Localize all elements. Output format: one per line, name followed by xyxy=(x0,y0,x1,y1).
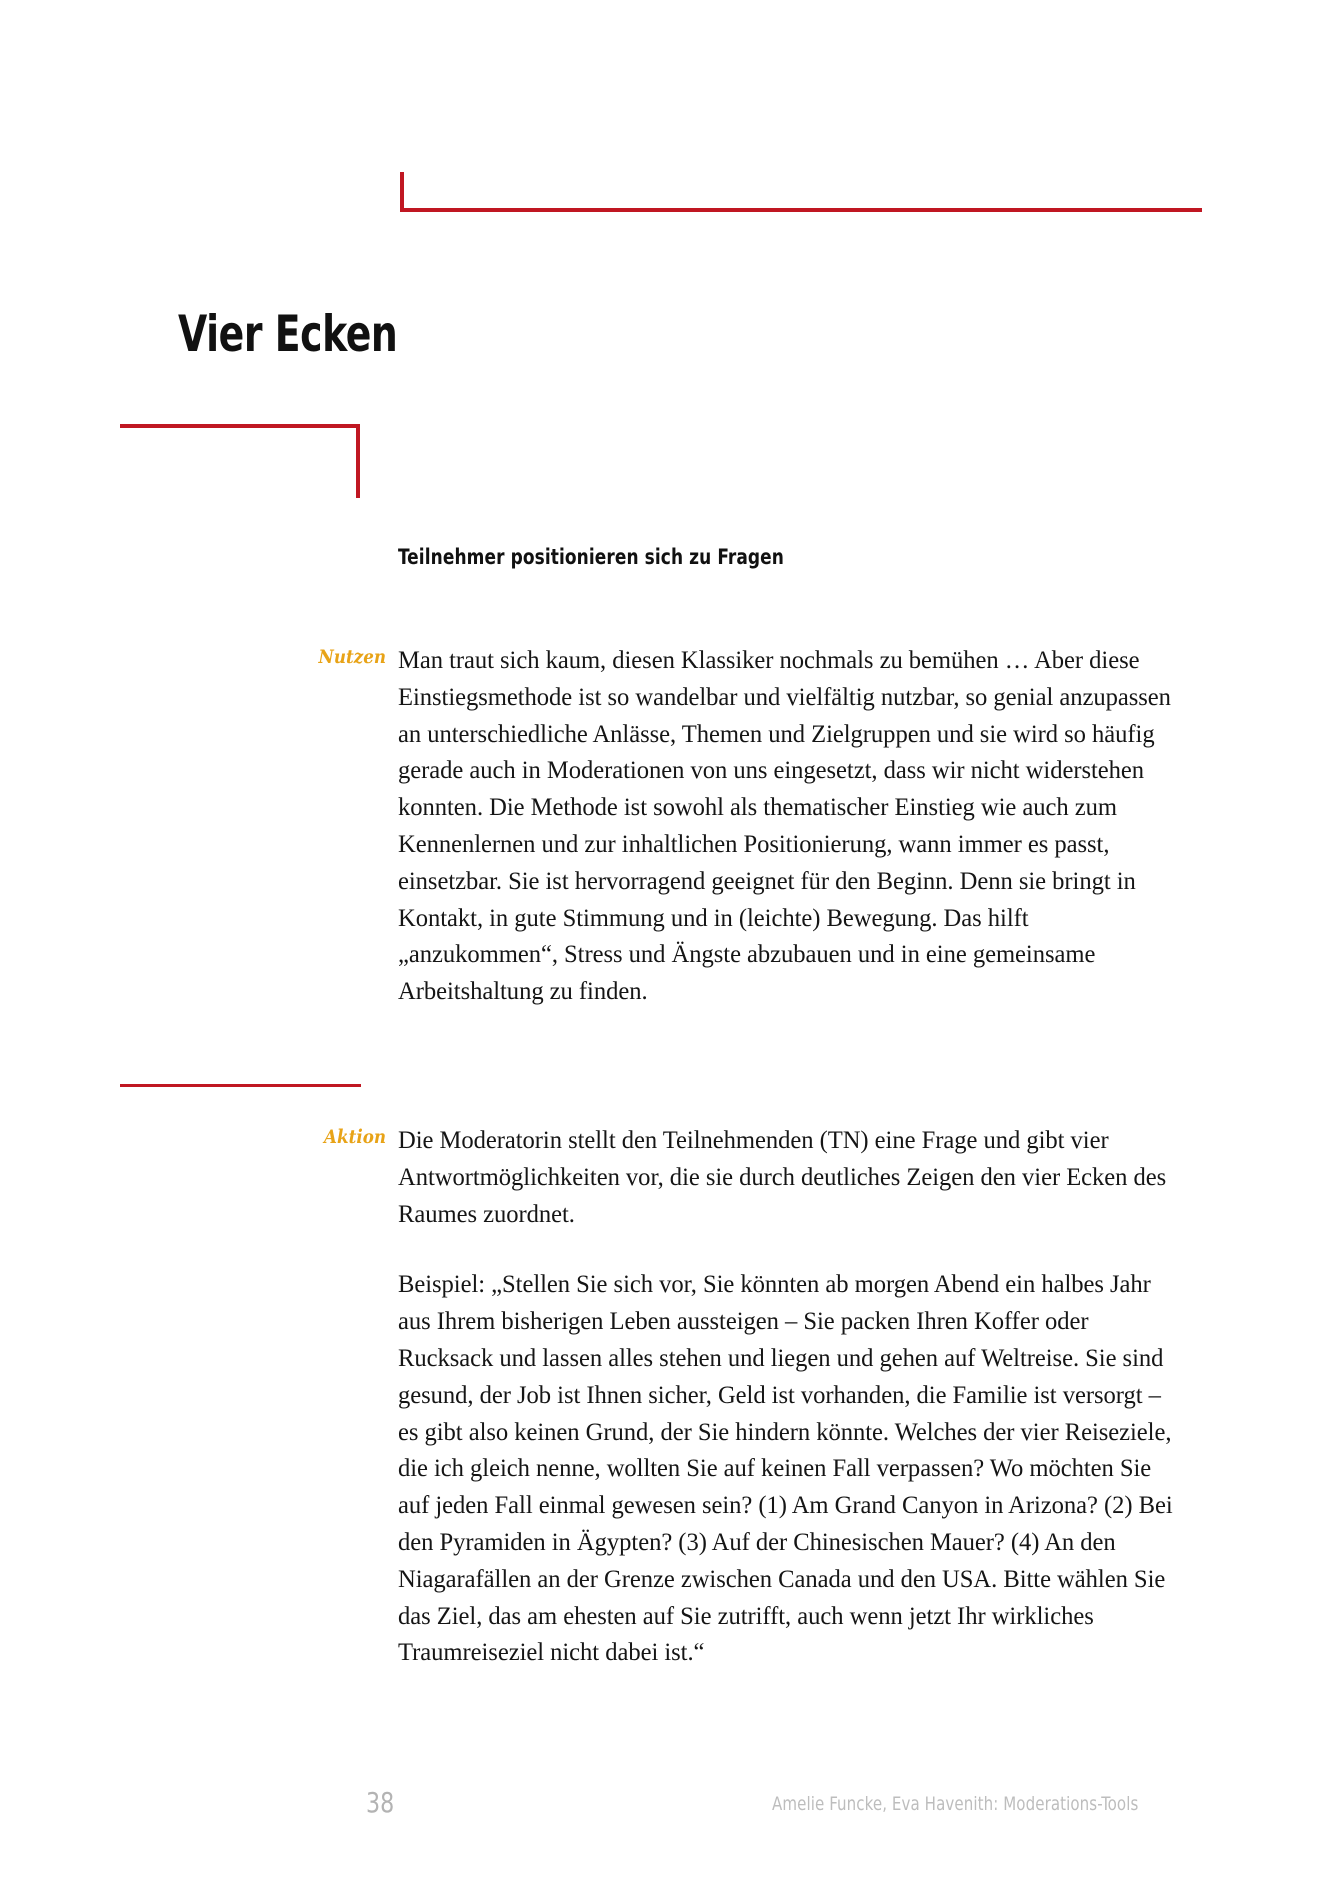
section-nutzen xyxy=(318,642,1208,1010)
section-spacer xyxy=(398,1010,1208,1122)
page-number: 38 xyxy=(366,1786,395,1819)
section-paragraph: Die Moderatorin stellt den Teilnehmenden (TN) eine Frage und gibt vier Antwortmöglichkeiten vor, die sie durch deutliches Zeigen den vier Ecken des Raumes zuordnet. xyxy=(398,1124,1167,1228)
section-paragraph-example: Beispiel: „Stellen Sie sich vor, Sie könnten ab morgen Abend ein halbes Jahr aus Ihrem bisherigen Leben aussteigen – Sie packen Ihren Koffer oder Rucksack und lassen alles stehen und liegen und gehen auf Weltreise. Sie sind gesund, der Job ist Ihnen sicher, Geld ist vorhanden, die Familie ist versorgt – es gibt also keinen Grund, der Sie hindern könnte. Welches der vier Reiseziele, die ich gleich nenne, wollten Sie auf keinen Fall verpassen? Wo möchten Sie auf jeden Fall einmal gewesen sein? (1) Am Grand Canyon in Arizona? (2) Bei den Pyramiden in Ägypten? (3) Auf der Chinesischen Mauer? (4) An den Niagarafällen an der Grenze zwischen Canada und den USA. Bitte wählen Sie das Ziel, das am ehesten auf Sie zutrifft, auch wenn jetzt Ihr wirkliches Traumreiseziel nicht dabei ist.“ xyxy=(398,1269,1173,1667)
footer-credit: Amelie Funcke, Eva Havenith: Moderations-Tools xyxy=(772,1793,1139,1815)
decorative-rule-top xyxy=(400,172,1202,212)
decorative-rule-section-divider xyxy=(120,1084,361,1087)
subtitle: Teilnehmer positionieren sich zu Fragen xyxy=(398,545,785,569)
section-aktion xyxy=(324,1122,1208,1671)
content-column xyxy=(318,545,1208,1671)
page-footer xyxy=(0,1786,1320,1826)
decorative-rule-title-bracket xyxy=(120,424,360,498)
page-title: Vier Ecken xyxy=(178,305,398,363)
section-label-aktion: Aktion xyxy=(324,1125,386,1148)
section-label-nutzen: Nutzen xyxy=(318,646,386,668)
section-paragraph: Man traut sich kaum, diesen Klassiker nochmals zu bemühen … Aber diese Einstiegsmethode ist so wandelbar und vielfältig nutzbar, so genial anzupassen an unterschiedliche Anlässe, Themen und Zielgruppen und sie wird so häufig gerade auch in Moderationen von uns eingesetzt, dass wir nicht widerstehen konnten. Die Methode ist sowohl als thematischer Einstieg wie auch zum Kennenlernen und zur inhaltlichen Positionierung, wann immer es passt, einsetzbar. Sie ist hervorragend geeignet für den Beginn. Denn sie bringt in Kontakt, in gute Stimmung und in (leichte) Bewegung. Das hilft „anzukommen“, Stress und Ängste abzubauen und in eine gemeinsame Arbeitshaltung zu finden. xyxy=(398,645,1171,1006)
